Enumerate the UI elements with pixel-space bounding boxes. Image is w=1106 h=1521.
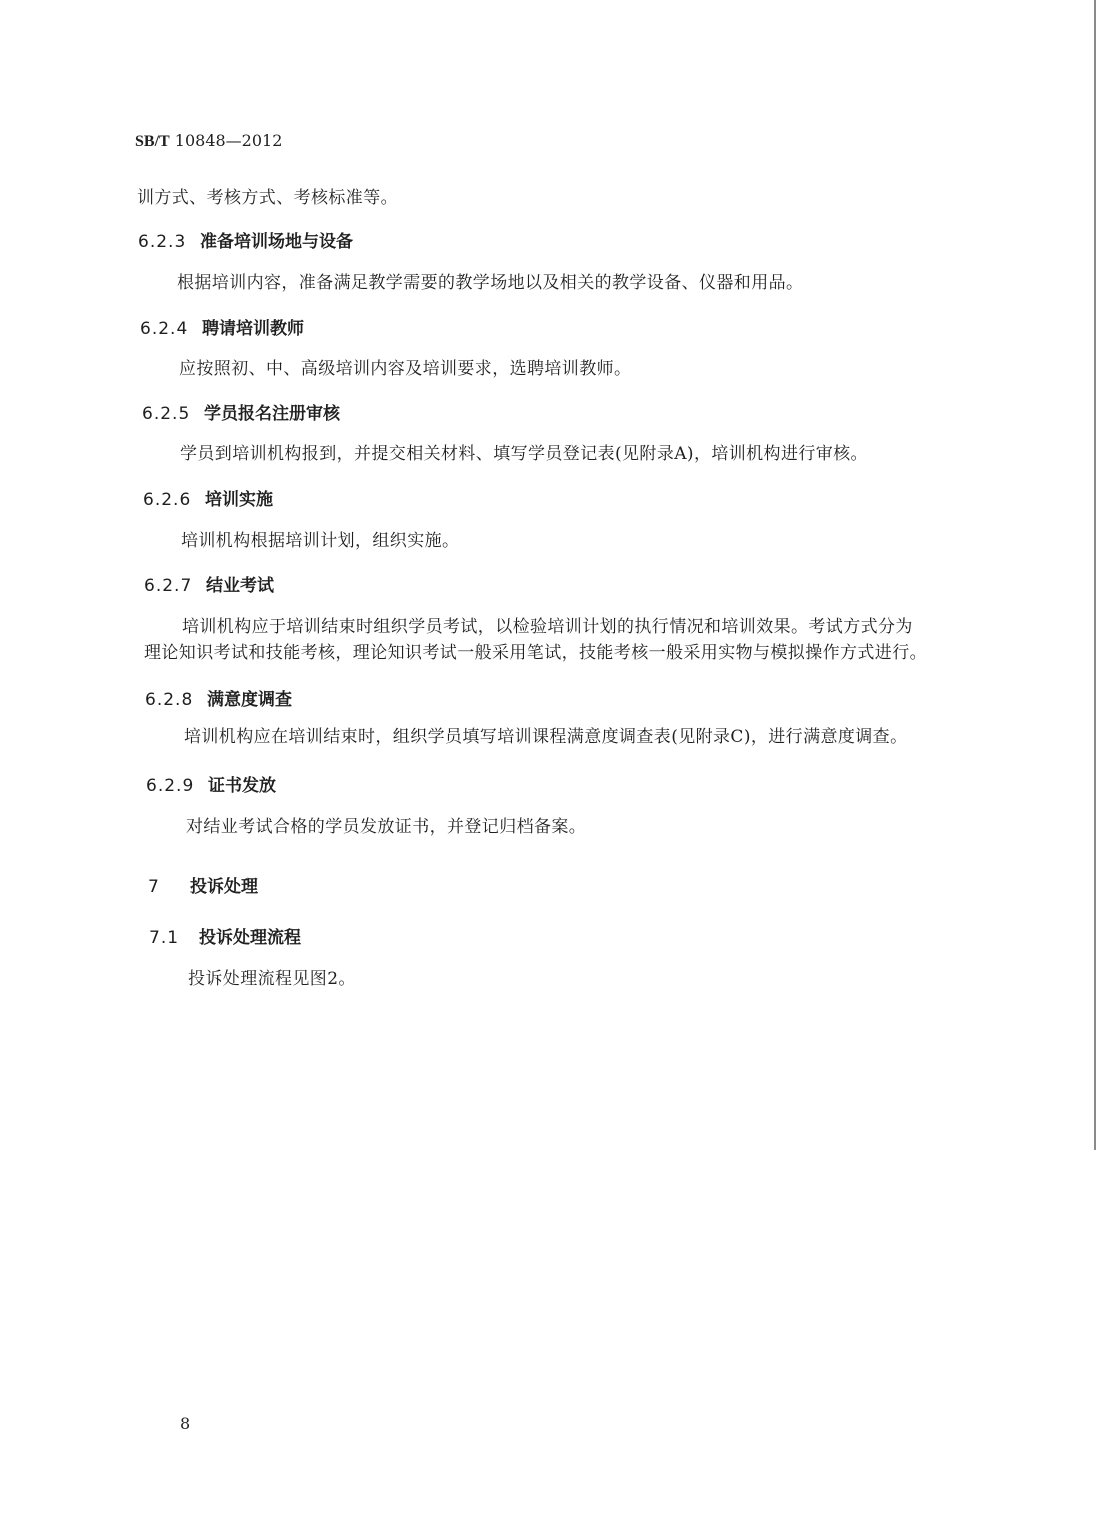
standard-prefix: SB/T <box>135 133 170 150</box>
section-number: 6.2.5 <box>142 404 191 424</box>
section-title: 结业考试 <box>206 576 274 596</box>
continuation-text: 训方式、考核方式、考核标准等。 <box>137 188 398 208</box>
section-title: 证书发放 <box>208 776 276 796</box>
section-body: 应按照初、中、高级培训内容及培训要求，选聘培训教师。 <box>179 359 632 379</box>
section-heading-6-2-3 <box>138 227 353 252</box>
section-heading-6-2-8 <box>145 685 292 710</box>
section-number: 7.1 <box>149 928 180 948</box>
section-heading-6-2-9 <box>146 771 276 796</box>
section-heading-7-1 <box>149 923 301 948</box>
section-body: 根据培训内容，准备满足教学需要的教学场地以及相关的教学设备、仪器和用品。 <box>177 273 804 293</box>
section-body: 培训机构应于培训结束时组织学员考试，以检验培训计划的执行情况和培训效果。考试方式分为 <box>182 617 913 637</box>
section-body: 对结业考试合格的学员发放证书，并登记归档备案。 <box>186 817 587 837</box>
section-body: 理论知识考试和技能考核，理论知识考试一般采用笔试，技能考核一般采用实物与模拟操作方式进行。 <box>144 643 927 663</box>
section-body: 培训机构根据培训计划，组织实施。 <box>181 531 460 551</box>
section-title: 学员报名注册审核 <box>204 404 340 424</box>
section-heading-6-2-4 <box>140 314 304 339</box>
section-title: 培训实施 <box>205 490 273 510</box>
section-title: 投诉处理流程 <box>199 928 301 948</box>
section-body: 学员到培训机构报到，并提交相关材料、填写学员登记表(见附录A)，培训机构进行审核。 <box>180 444 868 464</box>
section-heading-6-2-6 <box>143 485 273 510</box>
section-title: 聘请培训教师 <box>202 319 304 339</box>
chapter-title: 投诉处理 <box>190 877 258 897</box>
section-heading-6-2-7 <box>144 571 274 596</box>
chapter-heading-7 <box>148 872 258 897</box>
section-number: 6.2.6 <box>143 490 192 510</box>
section-title: 满意度调查 <box>207 690 292 710</box>
standard-number: 10848—2012 <box>174 131 283 150</box>
section-number: 6.2.3 <box>138 232 187 252</box>
section-number: 6.2.9 <box>146 776 195 796</box>
section-number: 6.2.4 <box>140 319 189 339</box>
section-body: 培训机构应在培训结束时，组织学员填写培训课程满意度调查表(见附录C)，进行满意度调查。 <box>184 727 908 747</box>
standard-header <box>135 131 282 151</box>
section-heading-6-2-5 <box>142 399 340 424</box>
chapter-number: 7 <box>148 877 160 897</box>
scan-edge-shadow <box>1094 0 1096 1150</box>
section-body: 投诉处理流程见图2。 <box>188 969 356 989</box>
section-number: 6.2.8 <box>145 690 194 710</box>
section-title: 准备培训场地与设备 <box>200 232 353 252</box>
page-number: 8 <box>180 1414 191 1433</box>
section-number: 6.2.7 <box>144 576 193 596</box>
